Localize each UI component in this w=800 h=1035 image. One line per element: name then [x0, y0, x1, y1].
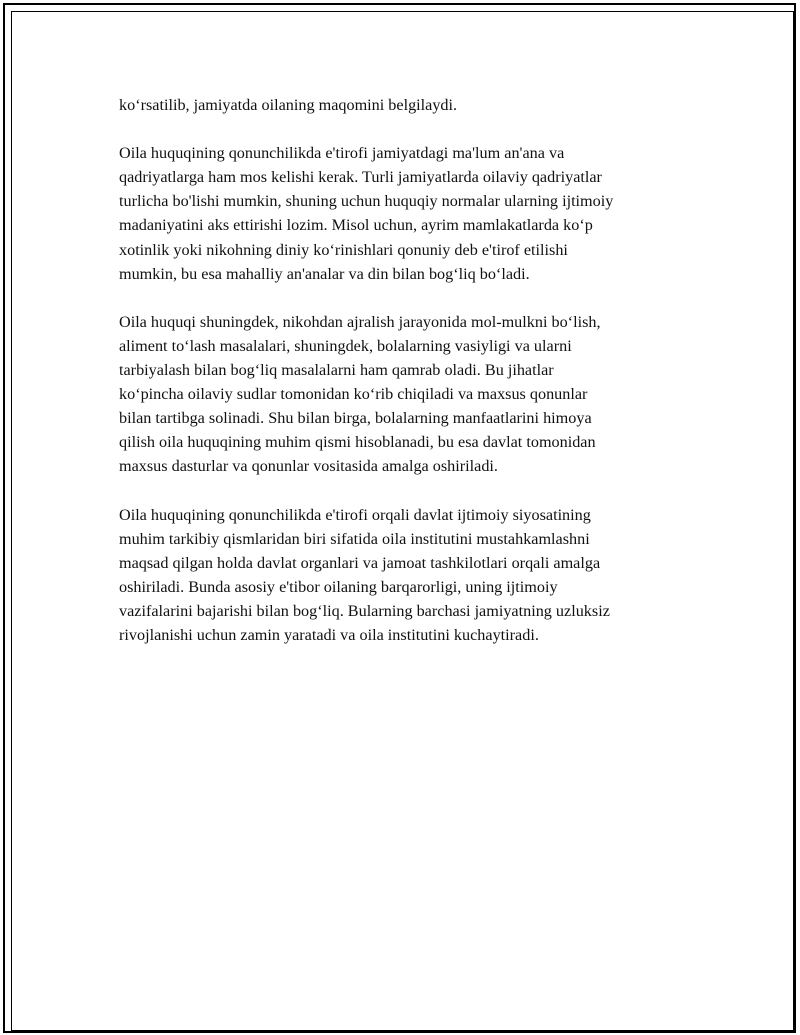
paragraph-2: Oila huquqining qonunchilikda e'tirofi jamiyatdagi ma'lum an'ana va qadriyatlarga ham mos kelishi kerak. Turli jamiyatlarda oilaviy qadriyatlar turlicha bo'lishi mumkin, shuning uchun huquqiy normalar ularning ijtimoiy madaniyatini aks ettirishi lozim. Misol uchun, ayrim mamlakatlarda ko‘p xotinlik yoki nikohning diniy ko‘rinishlari qonuniy deb e'tirof etilishi mumkin, bu esa mahalliy an'analar va din bilan bog‘liq bo‘ladi.: [119, 144, 614, 283]
paragraph-3: Oila huquqi shuningdek, nikohdan ajralish jarayonida mol-mulkni bo‘lish, aliment to‘lash masalalari, shuningdek, bolalarning vasiyligi va ularni tarbiyalash bilan bog‘liq masalalarni ham qamrab oladi. Bu jihatlar ko‘pincha oilaviy sudlar tomonidan ko‘rib chiqiladi va maxsus qonunlar bilan tartibga solinadi. Shu bilan birga, bolalarning manfaatlarini himoya qilish oila huquqining muhim qismi hisoblanadi, bu esa davlat tomonidan maxsus dasturlar va qonunlar vositasida amalga oshiriladi.: [119, 312, 601, 476]
paragraph-4: Oila huquqining qonunchilikda e'tirofi orqali davlat ijtimoiy siyosatining muhim tarkibiy qismlaridan biri sifatida oila institutini mustahkamlashni maqsad qilgan holda davlat organlari va jamoat tashkilotlari orqali amalga oshiriladi. Bunda asosiy e'tibor oilaning barqarorligi, uning ijtimoiy vazifalarini bajarishi bilan bog‘liq. Bularning barchasi jamiyatning uzluksiz rivojlanishi uchun zamin yaratadi va oila institutini kuchaytiradi.: [119, 505, 610, 645]
paragraph-1: ko‘rsatilib, jamiyatda oilaning maqomini belgilaydi.: [119, 96, 458, 114]
document-body: [119, 93, 679, 671]
